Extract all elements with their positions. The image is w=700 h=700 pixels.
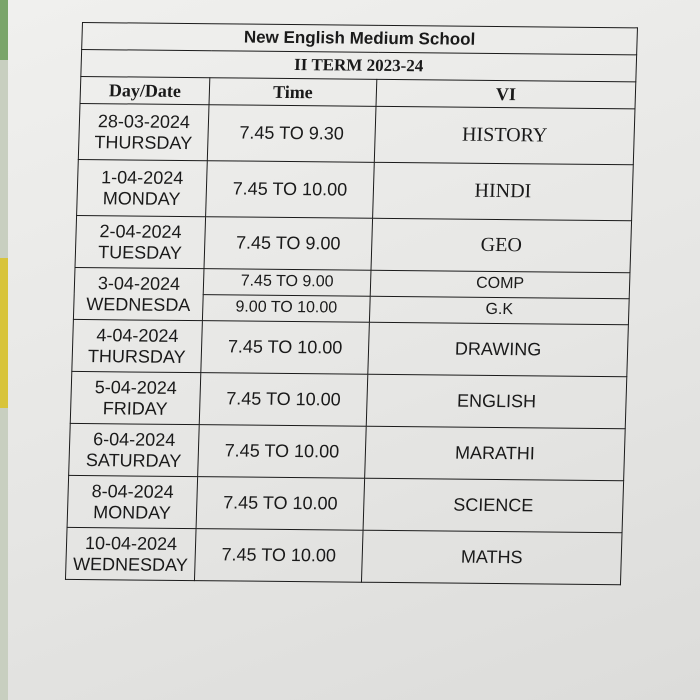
day-text: WEDNESDAY: [72, 553, 189, 575]
date-cell: [65, 527, 196, 580]
subject-cell: MARATHI: [365, 426, 626, 480]
table-row: [78, 103, 635, 164]
header-class: VI: [376, 79, 636, 108]
subject-cell: COMP: [370, 270, 630, 298]
day-text: THURSDAY: [87, 345, 186, 367]
time-cell: 7.45 TO 10.00: [196, 477, 365, 531]
day-text: MONDAY: [102, 187, 181, 209]
time-cell: 7.45 TO 9.30: [207, 105, 376, 163]
table-row: [69, 423, 626, 480]
subject-cell: ENGLISH: [366, 374, 627, 428]
time-cell: 7.45 TO 10.00: [194, 529, 363, 583]
day-text: SATURDAY: [85, 449, 182, 471]
time-cell: 7.45 TO 10.00: [206, 161, 375, 219]
day-text: MONDAY: [92, 501, 172, 523]
time-cell: 7.45 TO 10.00: [198, 425, 367, 479]
header-date: Day/Date: [80, 76, 210, 104]
date-cell: [77, 159, 208, 216]
table-row: [77, 159, 634, 220]
term-title: II TERM 2023-24: [81, 49, 637, 81]
date-text: 6-04-2024: [92, 428, 176, 450]
date-cell: [72, 319, 203, 372]
date-cell: [69, 423, 200, 476]
day-text: WEDNESDA: [86, 293, 191, 315]
date-cell: [67, 475, 198, 528]
time-cell: 9.00 TO 10.00: [202, 295, 370, 323]
date-text: 4-04-2024: [96, 324, 179, 346]
header-time: Time: [209, 78, 377, 107]
day-text: THURSDAY: [94, 131, 193, 153]
subject-cell: MATHS: [361, 530, 622, 584]
table-row: [70, 371, 627, 428]
subject-cell: HISTORY: [374, 106, 635, 164]
date-text: 10-04-2024: [84, 532, 178, 554]
date-text: 2-04-2024: [99, 220, 182, 242]
timetable-table: [65, 22, 638, 585]
subject-cell: HINDI: [373, 162, 634, 220]
date-text: 3-04-2024: [97, 272, 181, 294]
date-text: 8-04-2024: [91, 480, 175, 502]
date-cell: [75, 215, 206, 268]
day-text: FRIDAY: [102, 397, 168, 419]
subject-cell: DRAWING: [368, 322, 629, 376]
date-text: 5-04-2024: [94, 376, 178, 398]
school-name: New English Medium School: [82, 23, 638, 55]
table-row: [72, 319, 629, 376]
time-cell: 7.45 TO 9.00: [204, 217, 373, 271]
date-cell: [70, 371, 201, 424]
table-row: [65, 527, 622, 584]
subject-cell: SCIENCE: [363, 478, 624, 532]
time-cell: 7.45 TO 10.00: [201, 321, 370, 375]
exam-timetable: [65, 22, 638, 585]
table-row: [67, 475, 624, 532]
time-cell: 7.45 TO 9.00: [203, 269, 371, 297]
subject-cell: GEO: [371, 218, 632, 272]
date-cell: [78, 103, 209, 160]
subject-cell: G.K: [369, 296, 629, 324]
date-cell: [73, 267, 204, 320]
table-row: [75, 215, 632, 272]
date-text: 28-03-2024: [97, 110, 191, 132]
day-text: TUESDAY: [97, 241, 183, 263]
date-text: 1-04-2024: [100, 167, 184, 188]
table-row: [74, 267, 630, 298]
desk-yellow-object: [0, 258, 8, 408]
time-cell: 7.45 TO 10.00: [199, 373, 368, 427]
